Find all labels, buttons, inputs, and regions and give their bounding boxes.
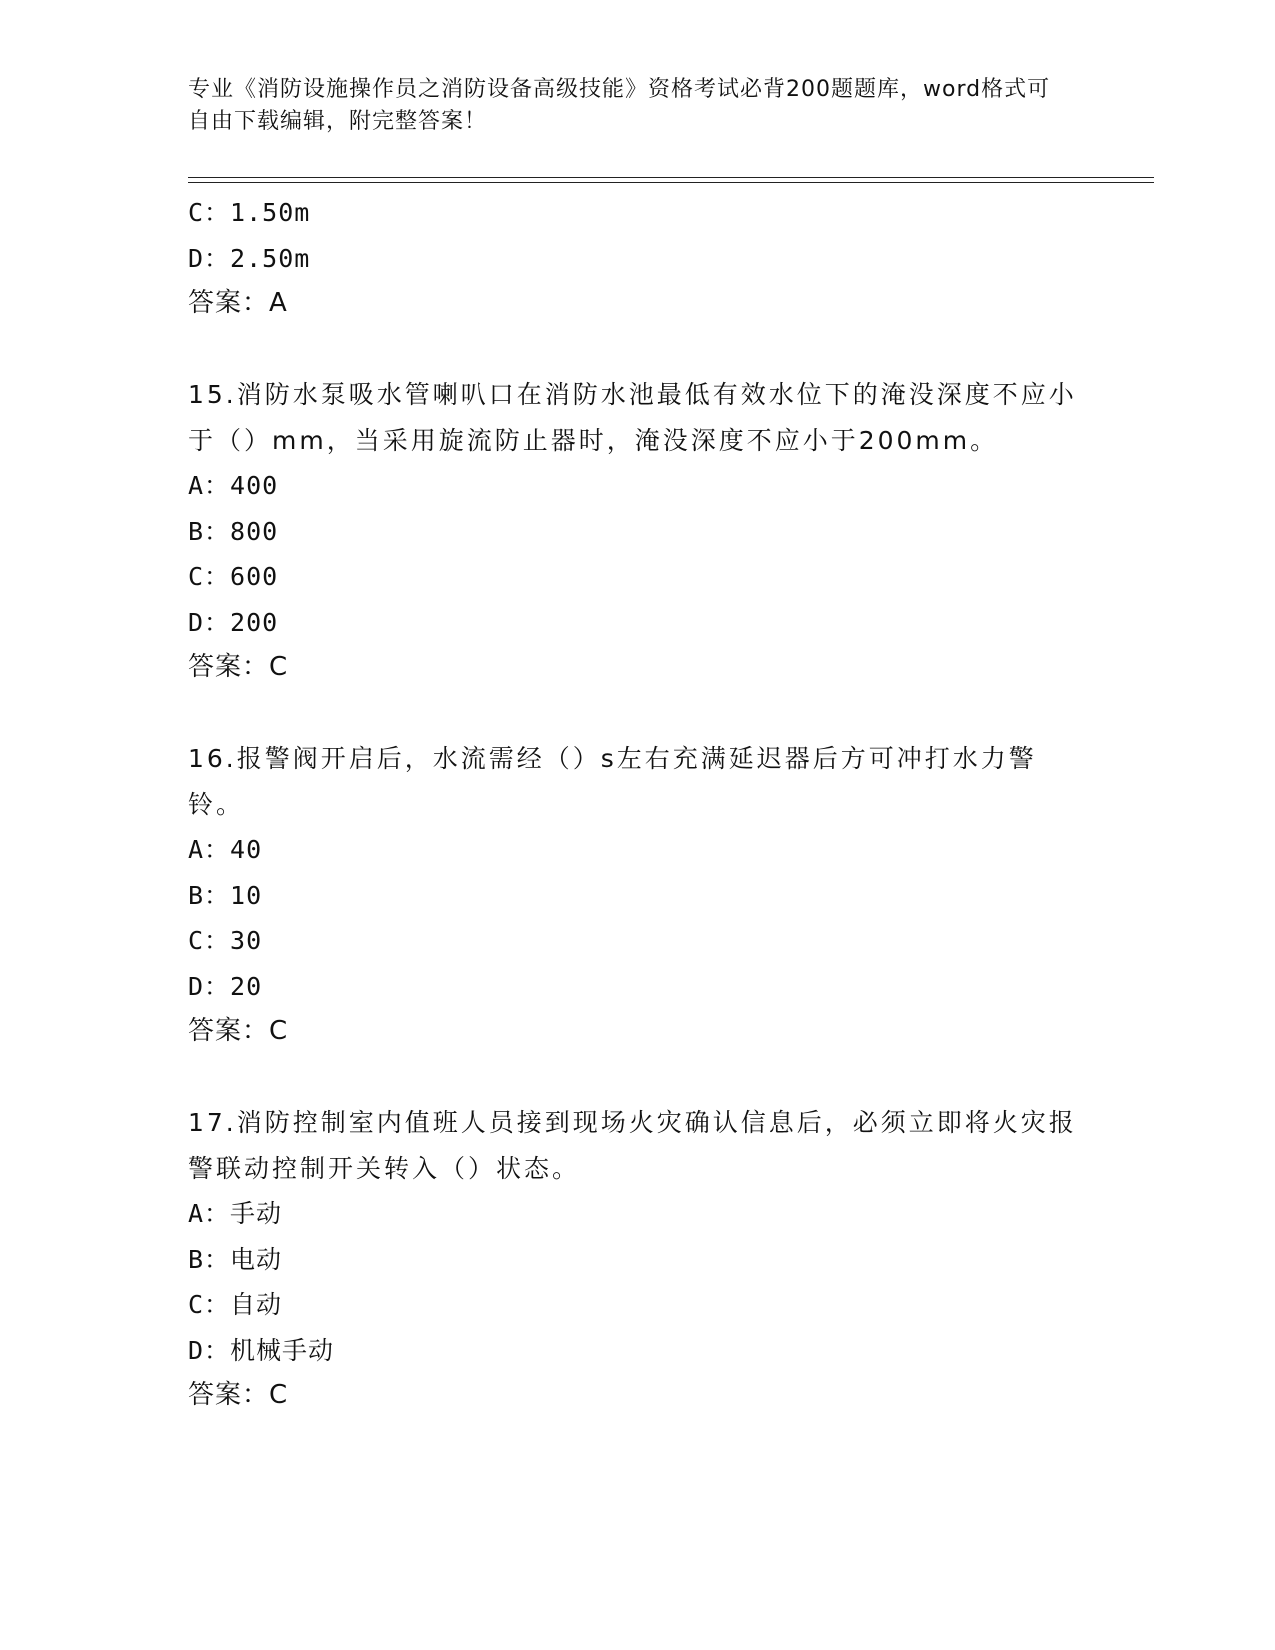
- option-b: B：电动: [188, 1244, 283, 1274]
- header-rule-bottom: [188, 182, 1154, 183]
- option-a: A：40: [188, 835, 263, 864]
- option-c: C：1.50m: [188, 198, 311, 227]
- option-b: B：10: [188, 880, 263, 910]
- answer-line: 答案：C: [188, 1016, 289, 1046]
- option-d: D：机械手动: [188, 1335, 335, 1365]
- question-stem: 15.消防水泵吸水管喇叭口在消防水池最低有效水位下的淹没深度不应小于（）mm，当采用旋流防止器时，淹没深度不应小于200mm。: [188, 380, 1077, 455]
- question-stem: 17.消防控制室内值班人员接到现场火灾确认信息后，必须立即将火灾报警联动控制开关转入（）状态。: [188, 1108, 1077, 1183]
- option-a: A：400: [188, 471, 279, 500]
- option-b: B：800: [188, 516, 279, 546]
- question-17: [188, 1100, 1078, 1419]
- answer-line: 答案：C: [188, 652, 289, 682]
- option-d: D：200: [188, 607, 279, 637]
- option-c: C：600: [188, 562, 279, 591]
- answer-line: 答案：A: [188, 288, 288, 318]
- question-list: [188, 190, 1078, 1419]
- question-stem: 16.报警阀开启后，水流需经（）s左右充满延迟器后方可冲打水力警铃。: [188, 744, 1037, 819]
- option-c: C：自动: [188, 1290, 283, 1319]
- header-rule-top: [188, 177, 1154, 178]
- answer-line: 答案：C: [188, 1380, 289, 1410]
- question-15: [188, 372, 1078, 691]
- question-16: [188, 736, 1078, 1055]
- document-header: 专业《消防设施操作员之消防设备高级技能》资格考试必背200题题库，word格式可自由下载编辑，附完整答案！: [188, 77, 1051, 134]
- option-d: D：2.50m: [188, 243, 311, 273]
- option-c: C：30: [188, 926, 263, 955]
- option-a: A：手动: [188, 1199, 283, 1228]
- option-d: D：20: [188, 971, 263, 1001]
- prev-question-tail: [188, 190, 1078, 327]
